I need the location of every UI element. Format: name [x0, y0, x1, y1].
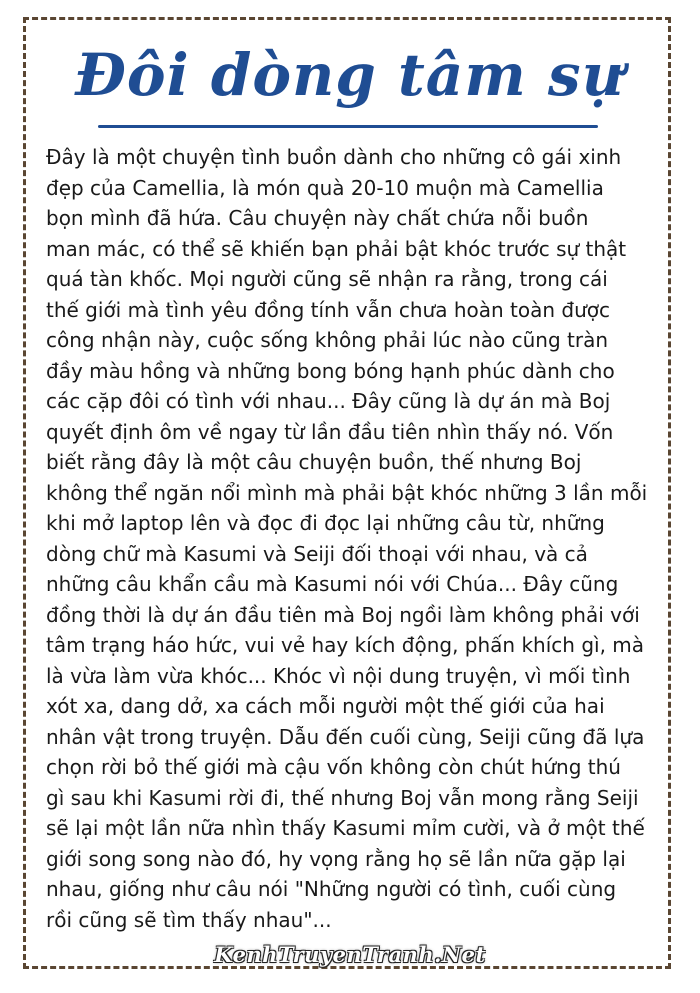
body-paragraph: Đây là một chuyện tình buồn dành cho những cô gái xinh đẹp của Camellia, là món quà 20-10 muộn mà Camellia bọn mình đã hứa. Câu chuyện này chất chứa nỗi buồn man mác, có thể sẽ khiến bạn phải bật khóc trước sự thật quá tàn khốc. Mọi người cũng sẽ nhận ra rằng, trong cái thế giới mà tình yêu đồng tính vẫn chưa hoàn toàn được công nhận này, cuộc sống không phải lúc nào cũng tràn đầy màu hồng và những bong bóng hạnh phúc dành cho các cặp đôi có tình với nhau... Đây cũng là dự án mà Boj quyết định ôm về ngay từ lần đầu tiên nhìn thấy nó. Vốn biết rằng đây là một câu chuyện buồn, thế nhưng Boj không thể ngăn nổi mình mà phải bật khóc những 3 lần mỗi khi mở laptop lên và đọc đi đọc lại những câu từ, những dòng chữ mà Kasumi và Seiji đối thoại với nhau, và cả những câu khẩn cầu mà Kasumi nói với Chúa... Đây cũng đồng thời là dự án đầu tiên mà Boj ngồi làm không phải với tâm trạng háo hức, vui vẻ hay kích động, phấn khích gì, mà là vừa làm vừa khóc... Khóc vì nội dung truyện, vì mối tình xót xa, dang dở, xa cách mỗi người một thế giới của hai nhân vật trong truyện. Dẫu đến cuối cùng, Seiji cũng đã lựa chọn rời bỏ thế giới mà cậu vốn không còn chút hứng thú gì sau khi Kasumi rời đi, thế nhưng Boj vẫn mong rằng Seiji sẽ lại một lần nữa nhìn thấy Kasumi mỉm cười, và ở một thế giới song song nào đó, hy vọng rằng họ sẽ lần nữa gặp lại nhau, giống như câu nói "Những người có tình, cuối cùng rồi cũng sẽ tìm thấy nhau"... [46, 145, 648, 932]
page-title: Đôi dòng tâm sự [75, 41, 625, 109]
title-underline [98, 125, 598, 128]
site-watermark: KenhTruyenTranh.Net [214, 942, 486, 967]
